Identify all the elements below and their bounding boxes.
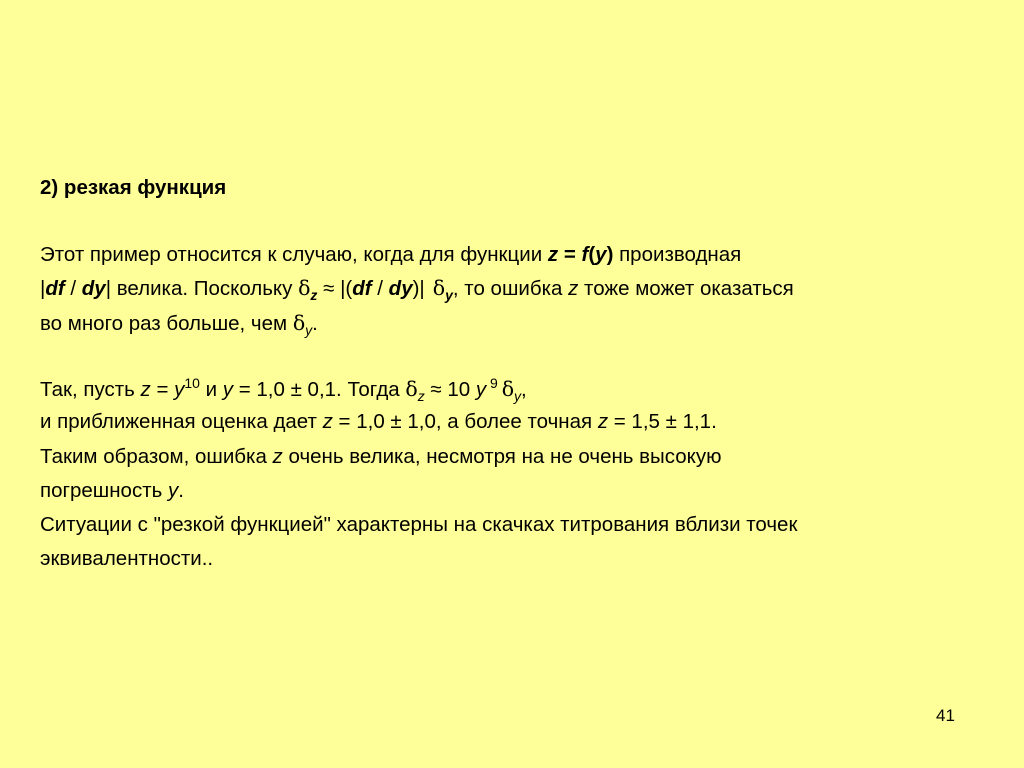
- var-dy: dy: [388, 277, 413, 300]
- text: погрешность: [40, 479, 168, 502]
- text: |: [105, 277, 112, 300]
- delta-symbol: δ: [405, 377, 418, 401]
- subscript-y: y: [514, 388, 522, 404]
- text: производная: [613, 243, 742, 266]
- text: велика. Поскольку: [111, 277, 299, 300]
- text: Таким образом, ошибка: [40, 445, 273, 468]
- text: )|: [412, 277, 425, 300]
- text: (: [588, 243, 596, 266]
- slide-heading: 2) резкая функция: [40, 176, 227, 199]
- paragraph-2-line-5: Ситуации с "резкой функцией" характерны на скачках титрования вблизи точек: [40, 513, 798, 536]
- var-y: y: [595, 243, 607, 266]
- var-z: z: [322, 410, 333, 433]
- text: ): [606, 243, 614, 266]
- var-z: z: [272, 445, 283, 468]
- paragraph-1-line-1: [40, 243, 741, 267]
- var-y: y: [167, 479, 179, 502]
- var-z: z: [597, 410, 609, 433]
- var-f: f: [581, 243, 589, 266]
- text: =: [558, 243, 582, 266]
- subscript-y: y: [445, 287, 453, 303]
- var-df: df: [45, 277, 65, 300]
- var-z: z: [547, 243, 559, 266]
- subscript-z: z: [310, 287, 318, 303]
- paragraph-2-line-3: [40, 445, 722, 469]
- delta-symbol: δ: [298, 276, 311, 300]
- text: , то ошибка: [452, 277, 569, 300]
- text: =: [150, 378, 175, 401]
- var-z: z: [568, 277, 579, 300]
- delta-symbol: δ: [501, 377, 515, 401]
- exponent: 10: [184, 375, 200, 391]
- var-y: y: [475, 378, 487, 401]
- text: во много раз больше, чем: [40, 312, 293, 335]
- text: и: [199, 378, 223, 401]
- text: .: [178, 479, 184, 502]
- page-number: 41: [936, 706, 955, 725]
- exponent: 9: [486, 375, 502, 391]
- paragraph-1-line-3: [40, 311, 318, 337]
- var-z: z: [140, 378, 151, 401]
- text: ≈ 10: [424, 378, 476, 401]
- delta-symbol: δ: [292, 311, 306, 335]
- text: и приближенная оценка дает: [40, 410, 323, 433]
- text: = 1,0 ± 1,0, а более точная: [332, 410, 598, 433]
- var-y: y: [222, 378, 234, 401]
- text: = 1,0 ± 0,1. Тогда: [233, 378, 406, 401]
- subscript-z: z: [417, 388, 425, 404]
- text: очень велика, несмотря на не очень высокую: [282, 445, 722, 468]
- text: /: [64, 277, 82, 300]
- paragraph-1-line-2: [40, 276, 794, 302]
- paragraph-2-line-4: [40, 479, 184, 503]
- var-dy: dy: [81, 277, 106, 300]
- text: = 1,5 ± 1,1.: [608, 410, 717, 433]
- var-y: y: [174, 378, 185, 401]
- text: ,: [521, 378, 527, 401]
- paragraph-2-line-2: [40, 410, 717, 434]
- text: Этот пример относится к случаю, когда для функции: [40, 243, 548, 266]
- text: /: [371, 277, 389, 300]
- text: |: [40, 277, 46, 300]
- text: Так, пусть: [40, 378, 141, 401]
- subscript-y: y: [305, 322, 313, 338]
- text: .: [312, 312, 318, 335]
- text: ≈ |(: [317, 277, 353, 300]
- paragraph-2-line-1: [40, 377, 527, 403]
- text: тоже может оказаться: [578, 277, 794, 300]
- var-df: df: [352, 277, 372, 300]
- delta-symbol: δ: [432, 276, 446, 300]
- paragraph-2-line-6: эквивалентности..: [40, 547, 214, 570]
